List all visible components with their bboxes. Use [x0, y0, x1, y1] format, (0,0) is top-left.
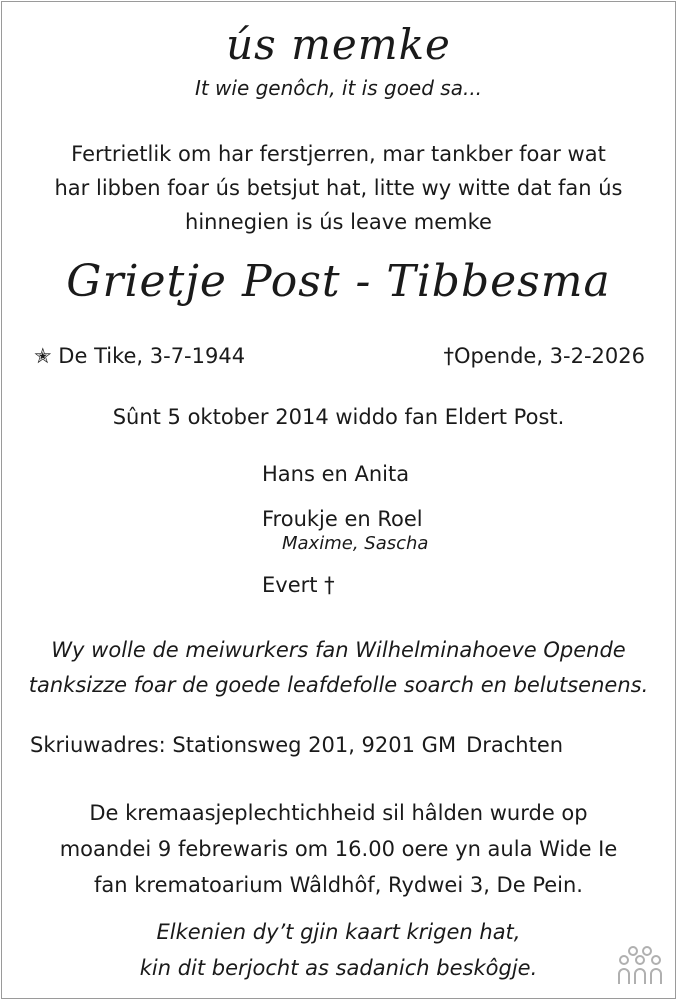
family-member: Evert †: [262, 573, 335, 597]
birth-info: [34, 344, 245, 368]
death-text: Opende, 3-2-2026: [453, 344, 645, 368]
thanks-line: tanksizze foar de goede leafdefolle soarch en belutsenens.: [28, 673, 649, 697]
cross-icon: †: [443, 344, 454, 368]
intro-line: hinnegien is ús leave memke: [185, 210, 492, 234]
thanks-line: Wy wolle de meiwurkers fan Wilhelminahoeve Opende: [51, 638, 626, 662]
deceased-name: Grietje Post - Tibbesma: [66, 256, 611, 307]
star-icon: ✭: [34, 344, 52, 368]
widow-line: Sûnt 5 oktober 2014 widdo fan Eldert Post.: [112, 405, 565, 429]
closing-line: kin dit berjocht as sadanich beskôgje.: [139, 956, 538, 980]
address-city: Drachten: [466, 733, 564, 757]
address-street: Skriuwadres: Stationsweg 201, 9201 GM: [30, 733, 457, 757]
notice-heading: ús memke: [226, 20, 451, 69]
funeral-line: fan krematoarium Wâldhôf, Rydwei 3, De Pein.: [94, 873, 583, 897]
grandchildren: Maxime, Sascha: [282, 533, 429, 554]
intro-line: Fertrietlik om har ferstjerren, mar tankber foar wat: [71, 142, 606, 166]
birth-text: De Tike, 3-7-1944: [58, 344, 246, 368]
funeral-info: [0, 795, 677, 903]
family-member: Froukje en Roel: [262, 507, 423, 531]
intro-text: [0, 137, 677, 239]
people-group-icon: [617, 944, 663, 986]
thanks-text: [0, 633, 677, 703]
closing-text: [0, 914, 677, 986]
motto: It wie genôch, it is goed sa...: [194, 76, 483, 100]
closing-line: Elkenien dy’t gjin kaart krigen hat,: [156, 920, 521, 944]
funeral-line: De kremaasjeplechtichheid sil hâlden wurde op: [89, 801, 588, 825]
death-info: [443, 344, 645, 368]
funeral-line: moandei 9 febrewaris om 16.00 oere yn aula Wide Ie: [59, 837, 618, 861]
mailing-address: [30, 733, 563, 757]
family-member: Hans en Anita: [262, 462, 410, 486]
intro-line: har libben foar ús betsjut hat, litte wy witte dat fan ús: [54, 176, 623, 200]
